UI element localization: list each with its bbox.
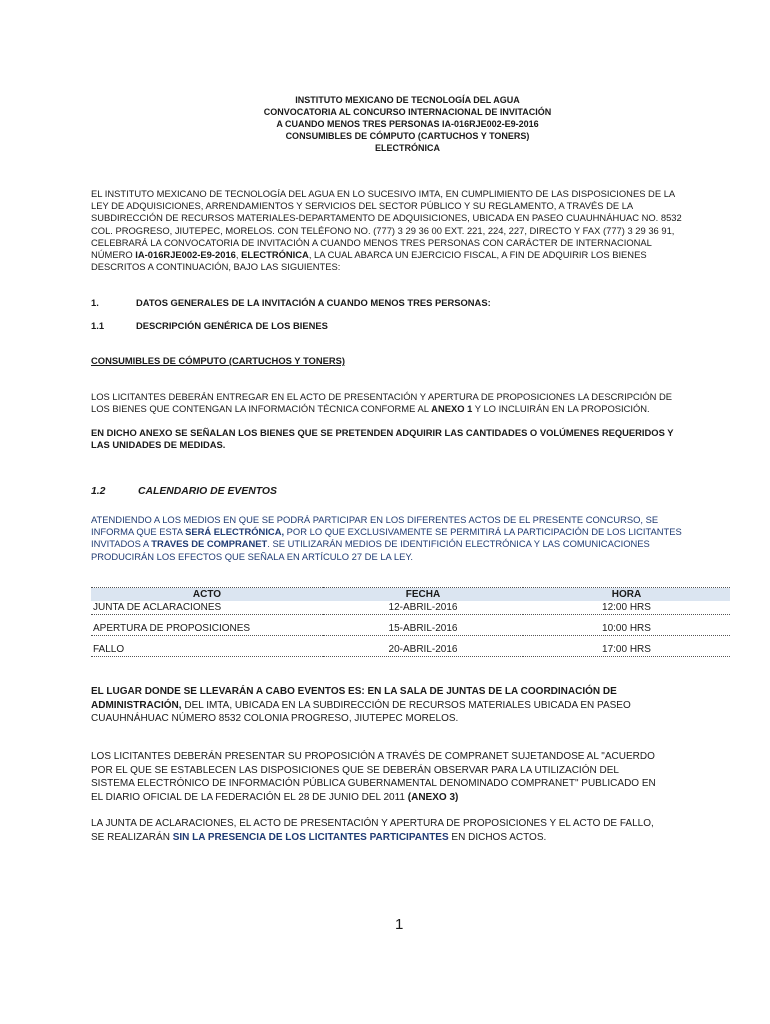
meetings-paragraph [91, 817, 724, 844]
section-title: CALENDARIO DE EVENTOS [138, 486, 277, 497]
spacer-row [91, 615, 730, 623]
text: SE REALIZARÁN [91, 831, 173, 843]
emphasis: SIN LA PRESENCIA DE LOS LICITANTES PARTICIPANTES [172, 831, 449, 843]
spacer-row [91, 636, 730, 644]
text: EN DICHOS ACTOS. [448, 831, 547, 843]
header-line: CONSUMIBLES DE CÓMPUTO (CARTUCHOS Y TONERS) [285, 131, 530, 141]
text: Y LO INCLUIRÁN EN LA PROPOSICIÓN. [472, 403, 650, 415]
intro-paragraph [91, 188, 724, 273]
emphasis: TRAVES DE COMPRANET [151, 538, 268, 550]
text: , [235, 249, 242, 261]
event-name: APERTURA DE PROPOSICIONES [93, 623, 251, 634]
emphasis: SERÁ ELECTRÓNICA, [185, 526, 285, 538]
intro-line: CELEBRARÁ LA CONVOCATORIA DE INVITACIÓN A CUANDO MENOS TRES PERSONAS CON CARÁCTER DE INTERNACIONAL [91, 236, 652, 248]
paragraph-line: SISTEMA ELECTRÓNICO DE INFORMACIÓN PÚBLICA GUBERNAMENTAL DENOMINADO COMPRANET" PUBLICADO EN [91, 778, 656, 789]
header-cell: ACTO [192, 589, 222, 600]
event-time: 12:00 HRS [602, 602, 651, 613]
paragraph-line [91, 699, 724, 713]
event-date: 20-ABRIL-2016 [388, 644, 458, 655]
header-line: INSTITUTO MEXICANO DE TECNOLOGÍA DEL AGUA [295, 95, 520, 105]
events-table [91, 587, 730, 657]
text: EL DIARIO OFICIAL DE LA FEDERACIÓN EL 28 DE JUNIO DEL 2011 [91, 791, 408, 803]
event-name: FALLO [93, 644, 125, 655]
text: DEL IMTA, UBICADA EN LA SUBDIRECCIÓN DE RECURSOS MATERIALES UBICADA EN PASEO [181, 699, 631, 711]
paragraph-line: LOS LICITANTES DEBERÁN ENTREGAR EN EL ACTO DE PRESENTACIÓN Y APERTURA DE PROPOSICIONES LA DESCRIPCIÓN DE [91, 391, 673, 402]
table-row [91, 622, 730, 636]
paragraph-line: CUAUHNÁHUAC NÚMERO 8532 COLONIA PROGRESO, JIUTEPEC MORELOS. [91, 713, 459, 724]
text: INVITADOS A [91, 538, 152, 550]
paragraph-line: POR EL QUE SE ESTABLECEN LAS DISPOSICIONES QUE SE DEBERÁN OBSERVAR PARA LA UTILIZACIÓN DEL [91, 764, 619, 776]
paragraph-line: EN DICHO ANEXO SE SEÑALAN LOS BIENES QUE SE PRETENDEN ADQUIRIR LAS CANTIDADES O VOLÚMENES REQUERIDOS Y [91, 427, 674, 438]
section-number: 1.2 [91, 486, 106, 497]
text: NÚMERO [91, 249, 136, 261]
paragraph-line: LOS LICITANTES DEBERÁN PRESENTAR SU PROPOSICIÓN A TRAVÉS DE COMPRANET SUJETANDOSE AL "ACUERDO [91, 751, 655, 762]
header-cell: HORA [611, 589, 642, 600]
paragraph-line [91, 526, 724, 538]
text: , LA CUAL ABARCA UN EJERCICIO FISCAL, A FIN DE ADQUIRIR LOS BIENES [308, 249, 647, 261]
compranet-paragraph [91, 750, 724, 804]
table-header-row [91, 588, 730, 602]
page-number: 1 [395, 916, 404, 933]
section-title: DATOS GENERALES DE LA INVITACIÓN A CUANDO MENOS TRES PERSONAS: [136, 297, 491, 308]
venue-paragraph [91, 685, 724, 726]
annex-note [91, 427, 724, 451]
event-time: 10:00 HRS [602, 623, 651, 634]
event-date: 15-ABRIL-2016 [388, 623, 458, 634]
section-number: 1.1 [91, 320, 105, 331]
table-row [91, 601, 730, 615]
header-line: ELECTRÓNICA [375, 143, 440, 153]
paragraph-line [91, 791, 724, 805]
event-date: 12-ABRIL-2016 [388, 602, 458, 613]
annex-ref: (ANEXO 3) [407, 791, 459, 803]
text: . SE UTILIZARÁN MEDIOS DE IDENTIFICIÓN ELECTRÓNICA Y LAS COMUNICACIONES [267, 538, 650, 550]
paragraph-line [91, 831, 724, 845]
header-line: CONVOCATORIA AL CONCURSO INTERNACIONAL DE INVITACIÓN [263, 107, 552, 117]
section-title: DESCRIPCIÓN GENÉRICA DE LOS BIENES [136, 320, 328, 331]
invitation-number: IA-016RJE002-E9-2016 [135, 249, 236, 261]
paragraph-line: LA JUNTA DE ACLARACIONES, EL ACTO DE PRESENTACIÓN Y APERTURA DE PROPOSICIONES Y EL ACTO DE FALLO, [91, 818, 654, 829]
table-row [91, 643, 730, 657]
paragraph-line: ATENDIENDO A LOS MEDIOS EN QUE SE PODRÁ PARTICIPAR EN LOS DIFERENTES ACTOS DE EL PRESENTE CONCURSO, SE [91, 514, 659, 525]
goods-title: CONSUMIBLES DE CÓMPUTO (CARTUCHOS Y TONERS) [91, 355, 346, 366]
annex-ref: ANEXO 1 [431, 403, 473, 415]
text: POR LO QUE EXCLUSIVAMENTE SE PERMITIRÁ LA PARTICIPACIÓN DE LOS LICITANTES [284, 526, 682, 538]
paragraph-line [91, 538, 724, 550]
event-time: 17:00 HRS [602, 644, 651, 655]
document-header [150, 94, 665, 154]
section-number: 1. [91, 297, 99, 308]
intro-line: EL INSTITUTO MEXICANO DE TECNOLOGÍA DEL AGUA EN LO SUCESIVO IMTA, EN CUMPLIMIENTO DE LAS DISPOSICIONES DE LA [91, 188, 676, 199]
intro-line: COL. PROGRESO, JIUTEPEC, MORELOS. CON TELÉFONO NO. (777) 3 29 36 00 EXT. 221, 224, 227, DIRECTO Y FAX (777) 3 29 36 91, [91, 224, 675, 236]
event-name: JUNTA DE ACLARACIONES [93, 602, 222, 613]
intro-line: SUBDIRECCIÓN DE RECURSOS MATERIALES-DEPARTAMENTO DE ADQUISICIONES, UBICADA EN PASEO CUAUHNÁHUAC NO. 8532 [91, 212, 682, 224]
header-line: A CUANDO MENOS TRES PERSONAS IA-016RJE002-E9-2016 [276, 119, 539, 129]
intro-line: DESCRITOS A CONTINUACIÓN, BAJO LAS SIGUIENTES: [91, 261, 341, 273]
paragraph-line: PRODUCIRÁN LOS EFECTOS QUE SEÑALA EN ARTÍCULO 27 DE LA LEY. [91, 550, 413, 562]
intro-line: LEY DE ADQUISICIONES, ARRENDAMIENTOS Y SERVICIOS DEL SECTOR PÚBLICO Y SU REGLAMENTO, A TRAVÉS DE LA [91, 200, 634, 212]
bidders-paragraph [91, 391, 724, 415]
intro-line [91, 249, 724, 261]
emphasis: ADMINISTRACIÓN, [91, 699, 182, 711]
header-cell: FECHA [405, 589, 441, 600]
paragraph-line: LAS UNIDADES DE MEDIDAS. [91, 439, 226, 451]
paragraph-line: EL LUGAR DONDE SE LLEVARÁN A CABO EVENTOS ES: EN LA SALA DE JUNTAS DE LA COORDINACIÓN DE [91, 686, 617, 697]
text: LOS BIENES QUE CONTENGAN LA INFORMACIÓN TÉCNICA CONFORME AL [91, 403, 432, 415]
paragraph-line [91, 403, 724, 415]
calendar-intro [91, 514, 724, 563]
modality: ELECTRÓNICA [241, 249, 309, 261]
text: INFORMA QUE ESTA [91, 526, 186, 538]
